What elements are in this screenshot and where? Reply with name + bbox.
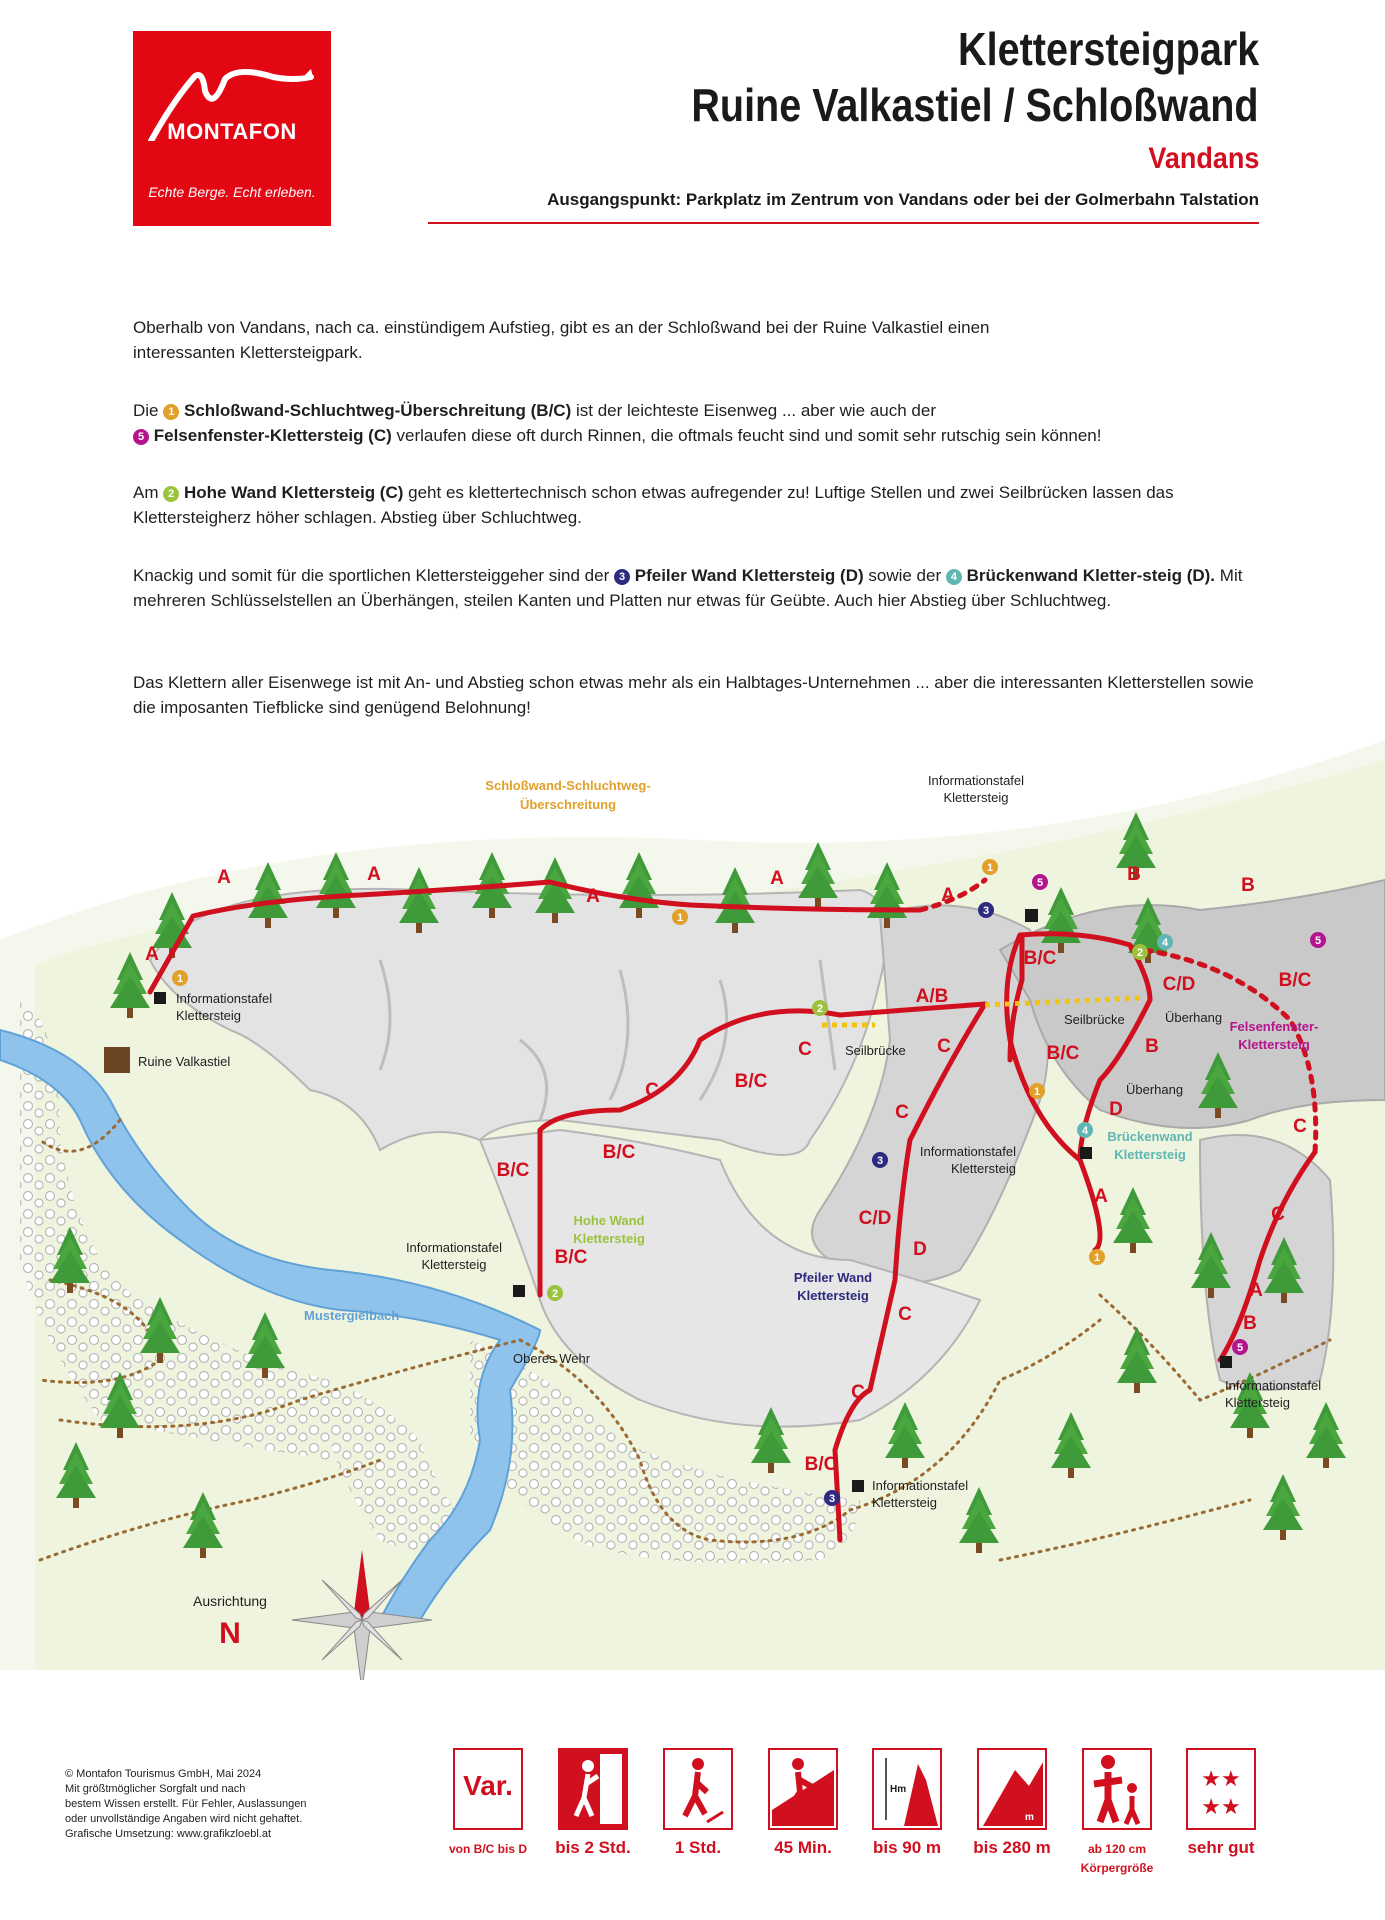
grade-label: C <box>937 1036 951 1057</box>
route-1-map-name: Schloßwand-Schluchtweg- <box>485 778 651 793</box>
info-board-label: Informationstafel <box>405 1240 503 1255</box>
grade-label: B/C <box>554 1247 588 1268</box>
climb-height-icon <box>872 1748 942 1830</box>
ruin-label: Ruine Valkastiel <box>138 1054 231 1069</box>
route-4-badge: 4 <box>946 569 962 585</box>
logo-slogan: Echte Berge. Echt erleben. <box>148 184 316 200</box>
grade-label: D <box>913 1239 927 1260</box>
grade-label: C/D <box>1162 974 1196 995</box>
intro-paragraph-4 <box>133 563 1263 613</box>
p2-post: verlaufen diese oft durch Rinnen, die oftmals feucht sind und somit sehr rutschig sein können! <box>396 426 1102 445</box>
difficulty-icon <box>453 1748 523 1830</box>
elevation-gain-icon <box>977 1748 1047 1830</box>
badge-3b: 3 <box>876 1155 884 1167</box>
climbing-time-icon <box>558 1748 628 1830</box>
route-1-name: Schloßwand-Schluchtweg-Überschreitung (B/C) <box>183 401 572 420</box>
overhang-label: Überhang <box>1126 1082 1184 1097</box>
route-3-name: Pfeiler Wand Klettersteig (D) <box>634 566 864 585</box>
north-label: N <box>219 1617 241 1650</box>
info-board-label: Informationstafel <box>1225 1378 1322 1393</box>
fact-approach-time: 1 Std. <box>674 1838 722 1857</box>
descent-time-icon <box>768 1748 838 1830</box>
child-height-icon <box>1082 1748 1152 1830</box>
badge-5c: 5 <box>1236 1342 1244 1354</box>
grade-label: B/C <box>602 1142 636 1163</box>
route-4-name: Brückenwand Kletter-steig (D). <box>966 566 1216 585</box>
badge-5a: 5 <box>1036 877 1044 889</box>
disclaimer-line-1: Mit größtmöglicher Sorgfalt und nach <box>65 1783 246 1795</box>
grade-label: D <box>1109 1099 1123 1120</box>
intro-paragraph-5: Das Klettern aller Eisenwege ist mit An- und Abstieg schon etwas mehr als ein Halbtages-Unternehmen ... aber die interessanten Kletterstellen sowie die imposanten Tiefblicke sind genügend Belohnung! <box>133 673 1254 717</box>
approach-time-icon <box>663 1748 733 1830</box>
logo-brand: MONTAFON <box>167 119 297 144</box>
svg-text:★★: ★★ <box>1201 1766 1241 1791</box>
route-4-map-name: Brückenwand <box>1107 1129 1193 1144</box>
grade-label: B/C <box>496 1160 530 1181</box>
grade-label: A <box>941 885 955 906</box>
fact-min-height-2: Körpergröße <box>1080 1861 1154 1875</box>
info-board-label: Informationstafel <box>927 773 1025 788</box>
badge-1a: 1 <box>176 973 184 985</box>
grade-label: A <box>770 868 784 889</box>
footer-copyright <box>65 1767 365 1842</box>
grade-label: A/B <box>915 986 949 1007</box>
fact-rating: sehr gut <box>1187 1838 1255 1857</box>
svg-text:★★: ★★ <box>1201 1794 1241 1819</box>
route-5-map-name-2: Klettersteig <box>1238 1037 1310 1052</box>
disclaimer-line-2: bestem Wissen erstellt. Für Fehler, Auslassungen <box>65 1798 307 1810</box>
stream-label: Mustergielbach <box>304 1308 400 1323</box>
route-2-map-name: Hohe Wand <box>573 1213 645 1228</box>
page-title-line1: Klettersteigpark <box>957 23 1259 75</box>
route-1-badge: 1 <box>163 404 179 420</box>
p4-mid: sowie der <box>868 566 942 585</box>
badge-2a: 2 <box>816 1003 824 1015</box>
info-board-label: Informationstafel <box>176 991 273 1006</box>
badge-1e: 1 <box>1093 1252 1101 1264</box>
grade-label: B/C <box>1046 1043 1080 1064</box>
badge-5b: 5 <box>1314 935 1322 947</box>
badge-2c: 2 <box>1136 947 1144 959</box>
fact-climbing-time: bis 2 Std. <box>555 1838 631 1857</box>
fact-min-height: ab 120 cm <box>1087 1842 1147 1856</box>
route-2-badge: 2 <box>163 486 179 502</box>
overhang-label: Überhang <box>1165 1010 1223 1025</box>
p4-pre: Knackig und somit für die sportlichen Klettersteiggeher sind der <box>133 566 610 585</box>
ruin-marker <box>104 1047 130 1073</box>
badge-1d: 1 <box>1033 1086 1041 1098</box>
p4-post: Mit mehreren Schlüsselstellen an Überhängen, steilen Kanten und Platten nur etwas für Geübte. Auch hier Abstieg über Schluchtweg. <box>133 566 1243 610</box>
grade-label: A <box>586 886 600 907</box>
rating-icon <box>1186 1748 1256 1830</box>
fact-difficulty: von B/C bis D <box>448 1842 527 1856</box>
page-title-line2: Ruine Valkastiel / Schloßwand <box>691 79 1259 131</box>
grade-label: B/C <box>1023 948 1057 969</box>
intro-paragraph-2 <box>133 398 1263 448</box>
info-board-label-2: Klettersteig <box>872 1495 938 1510</box>
rope-bridge-label: Seilbrücke <box>1064 1012 1125 1027</box>
fact-climb-height: bis 90 m <box>872 1838 942 1857</box>
intro-paragraph-1: Oberhalb von Vandans, nach ca. einstündigem Aufstieg, gibt es an der Schloßwand bei der Ruine Valkastiel einen interessanten Klettersteigpark. <box>133 318 990 362</box>
grade-label: C <box>851 1382 865 1403</box>
p2-mid: ist der leichteste Eisenweg ... aber wie auch der <box>575 401 936 420</box>
route-4-map-name-2: Klettersteig <box>1114 1147 1186 1162</box>
header-divider <box>428 222 1259 224</box>
montafon-logo <box>133 31 331 226</box>
route-5-badge: 5 <box>133 429 149 445</box>
route-1-map-name-2: Überschreitung <box>519 797 617 812</box>
badge-1c: 1 <box>986 862 994 874</box>
route-5-map-name: Felsenfenster- <box>1229 1019 1319 1034</box>
badge-3c: 3 <box>828 1493 836 1505</box>
p3-post: geht es klettertechnisch schon etwas aufregender zu! Luftige Stellen und zwei Seilbrücken lassen das Klettersteigherz höher schlagen. Abstieg über Schluchtweg. <box>133 483 1174 527</box>
grade-label: A <box>1094 1186 1108 1207</box>
info-board-label-2: Klettersteig <box>950 1161 1016 1176</box>
grade-label: A <box>367 864 381 885</box>
weir-label: Oberes Wehr <box>513 1351 591 1366</box>
grade-label: B <box>1243 1313 1257 1334</box>
grade-label: B <box>1127 864 1141 885</box>
fact-descent-time: 45 Min. <box>774 1838 832 1857</box>
route-2-name: Hohe Wand Klettersteig (C) <box>183 483 404 502</box>
route-2-map-name-2: Klettersteig <box>573 1231 645 1246</box>
grade-label: A <box>1249 1280 1263 1301</box>
rope-bridge-label: Seilbrücke <box>845 1043 906 1058</box>
route-3-badge: 3 <box>614 569 630 585</box>
grade-label: B/C <box>734 1071 768 1092</box>
badge-2b: 2 <box>551 1288 559 1300</box>
grade-label: A <box>217 867 231 888</box>
grade-label: C <box>1293 1116 1307 1137</box>
m-label: m <box>1025 1812 1034 1823</box>
info-board-label: Informationstafel <box>919 1144 1016 1159</box>
grade-label: B <box>1241 875 1255 896</box>
place-name: Vandans <box>1147 142 1259 175</box>
grade-label: B/C <box>804 1454 838 1475</box>
grade-label: C <box>645 1080 659 1101</box>
grade-label: B <box>1145 1036 1159 1057</box>
fact-elevation-gain: bis 280 m <box>973 1838 1051 1857</box>
p3-pre: Am <box>133 483 159 502</box>
badge-4b: 4 <box>1081 1125 1089 1137</box>
grade-label: B/C <box>1278 970 1312 991</box>
grade-label: C/D <box>858 1208 892 1229</box>
p2-pre: Die <box>133 401 159 420</box>
info-board-label-2: Klettersteig <box>943 790 1009 805</box>
grade-label: C <box>798 1039 812 1060</box>
hm-label: Hm <box>890 1784 907 1795</box>
intro-paragraph-3 <box>133 480 1263 530</box>
grade-label: C <box>895 1102 909 1123</box>
route-3-map-name: Pfeiler Wand <box>793 1270 873 1285</box>
grade-label: A <box>145 944 159 965</box>
route-5-name: Felsenfenster-Klettersteig (C) <box>153 426 392 445</box>
info-board-label: Informationstafel <box>872 1478 969 1493</box>
starting-point: Ausgangspunkt: Parkplatz im Zentrum von Vandans oder bei der Golmerbahn Talstation <box>547 190 1259 209</box>
info-board-label-2: Klettersteig <box>176 1008 242 1023</box>
badge-1b: 1 <box>676 912 684 924</box>
difficulty-var-text: Var. <box>463 1770 513 1801</box>
route-3-map-name-2: Klettersteig <box>797 1288 869 1303</box>
grade-label: C <box>898 1304 912 1325</box>
credit-line: Grafische Umsetzung: www.grafikzloebl.at <box>65 1828 272 1840</box>
info-board-label-2: Klettersteig <box>421 1257 487 1272</box>
badge-4a: 4 <box>1161 937 1169 949</box>
badge-3a: 3 <box>982 905 990 917</box>
info-board-label-2: Klettersteig <box>1225 1395 1291 1410</box>
orientation-label: Ausrichtung <box>193 1593 267 1609</box>
route-map <box>0 740 1385 1680</box>
grade-label: C <box>1271 1204 1285 1225</box>
copyright-line: © Montafon Tourismus GmbH, Mai 2024 <box>65 1768 262 1780</box>
disclaimer-line-3: oder unvollständige Angaben wird nicht gehaftet. <box>65 1813 303 1825</box>
